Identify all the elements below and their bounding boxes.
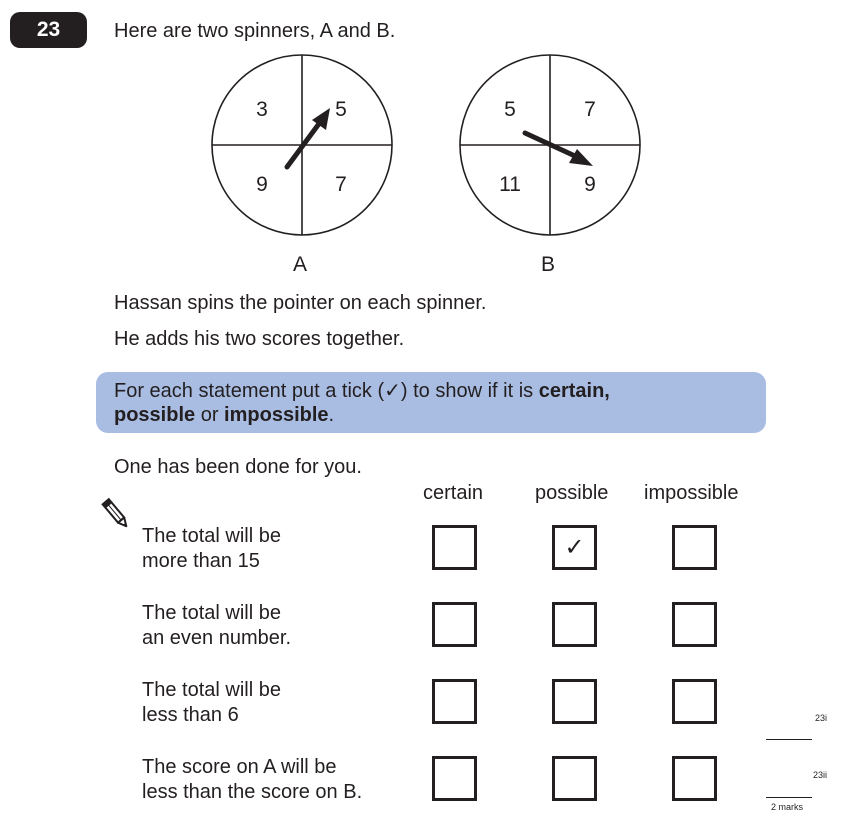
statement-line: The total will be (142, 602, 281, 624)
spinner-b (450, 53, 660, 253)
mark-line-23i (766, 739, 812, 740)
statement-line: The total will be (142, 525, 281, 547)
spinner-b-number: 5 (504, 98, 516, 121)
checkbox-statement-3-certain[interactable] (432, 679, 477, 724)
column-heading-certain: certain (423, 482, 484, 504)
checkbox-statement-1-certain[interactable] (432, 525, 477, 570)
instruction-line-1 (114, 379, 610, 403)
statement-line: an even number. (142, 627, 291, 649)
marks-total: 2 marks (771, 802, 804, 812)
question-intro: Here are two spinners, A and B. (114, 20, 396, 42)
checkbox-statement-2-certain[interactable] (432, 602, 477, 647)
checkbox-statement-4-impossible[interactable] (672, 756, 717, 801)
statement-line: The score on A will be (142, 756, 337, 778)
story-line-1: Hassan spins the pointer on each spinner. (114, 292, 487, 314)
instruction-box (96, 372, 766, 433)
question-number: 23 (10, 12, 87, 48)
example-note: One has been done for you. (114, 456, 362, 478)
statement-line: more than 15 (142, 550, 260, 572)
spinner-a-number: 7 (335, 173, 347, 196)
story-line-2: He adds his two scores together. (114, 328, 405, 350)
spinner-a-label: A (293, 253, 308, 276)
instruction-keyword-certain: certain (538, 380, 605, 402)
spinner-b-number: 11 (499, 173, 521, 196)
checkbox-statement-2-impossible[interactable] (672, 602, 717, 647)
instruction-keyword-impossible: impossible (224, 404, 329, 426)
statement-line: less than the score on B. (142, 781, 363, 803)
statement-4 (142, 755, 402, 805)
statement-3 (142, 678, 402, 728)
tick-icon: ✓ (384, 380, 401, 402)
checkbox-statement-4-certain[interactable] (432, 756, 477, 801)
mark-label-23ii: 23ii (813, 770, 828, 780)
instruction-text: ) to show if it is (400, 380, 539, 402)
statement-1 (142, 524, 402, 574)
spinner-a (200, 53, 410, 253)
statement-line: The total will be (142, 679, 281, 701)
spinner-b-label: B (541, 253, 556, 276)
spinner-b-number: 9 (584, 173, 596, 196)
tick-mark-icon: ✓ (564, 534, 585, 561)
mark-label-23i: 23i (815, 713, 828, 723)
column-heading-possible: possible (535, 482, 609, 504)
spinner-a-number: 5 (335, 98, 347, 121)
checkbox-statement-1-impossible[interactable] (672, 525, 717, 570)
instruction-text: For each statement put a tick ( (114, 380, 385, 402)
pencil-icon (100, 496, 132, 532)
instruction-punctuation: . (328, 404, 335, 426)
checkbox-statement-3-impossible[interactable] (672, 679, 717, 724)
spinner-a-number: 9 (256, 173, 268, 196)
column-heading-impossible: impossible (644, 482, 739, 504)
mark-line-23ii (766, 797, 812, 798)
spinner-b-number: 7 (584, 98, 596, 121)
instruction-line-2 (114, 403, 334, 427)
instruction-text: or (195, 404, 225, 426)
spinner-a-number: 3 (256, 98, 268, 121)
instruction-keyword-possible: possible (114, 404, 196, 426)
instruction-punctuation: , (604, 380, 610, 402)
checkbox-statement-1-possible[interactable] (552, 525, 597, 570)
checkbox-statement-2-possible[interactable] (552, 602, 597, 647)
statement-line: less than 6 (142, 704, 239, 726)
statement-2 (142, 601, 402, 651)
checkbox-statement-4-possible[interactable] (552, 756, 597, 801)
checkbox-statement-3-possible[interactable] (552, 679, 597, 724)
